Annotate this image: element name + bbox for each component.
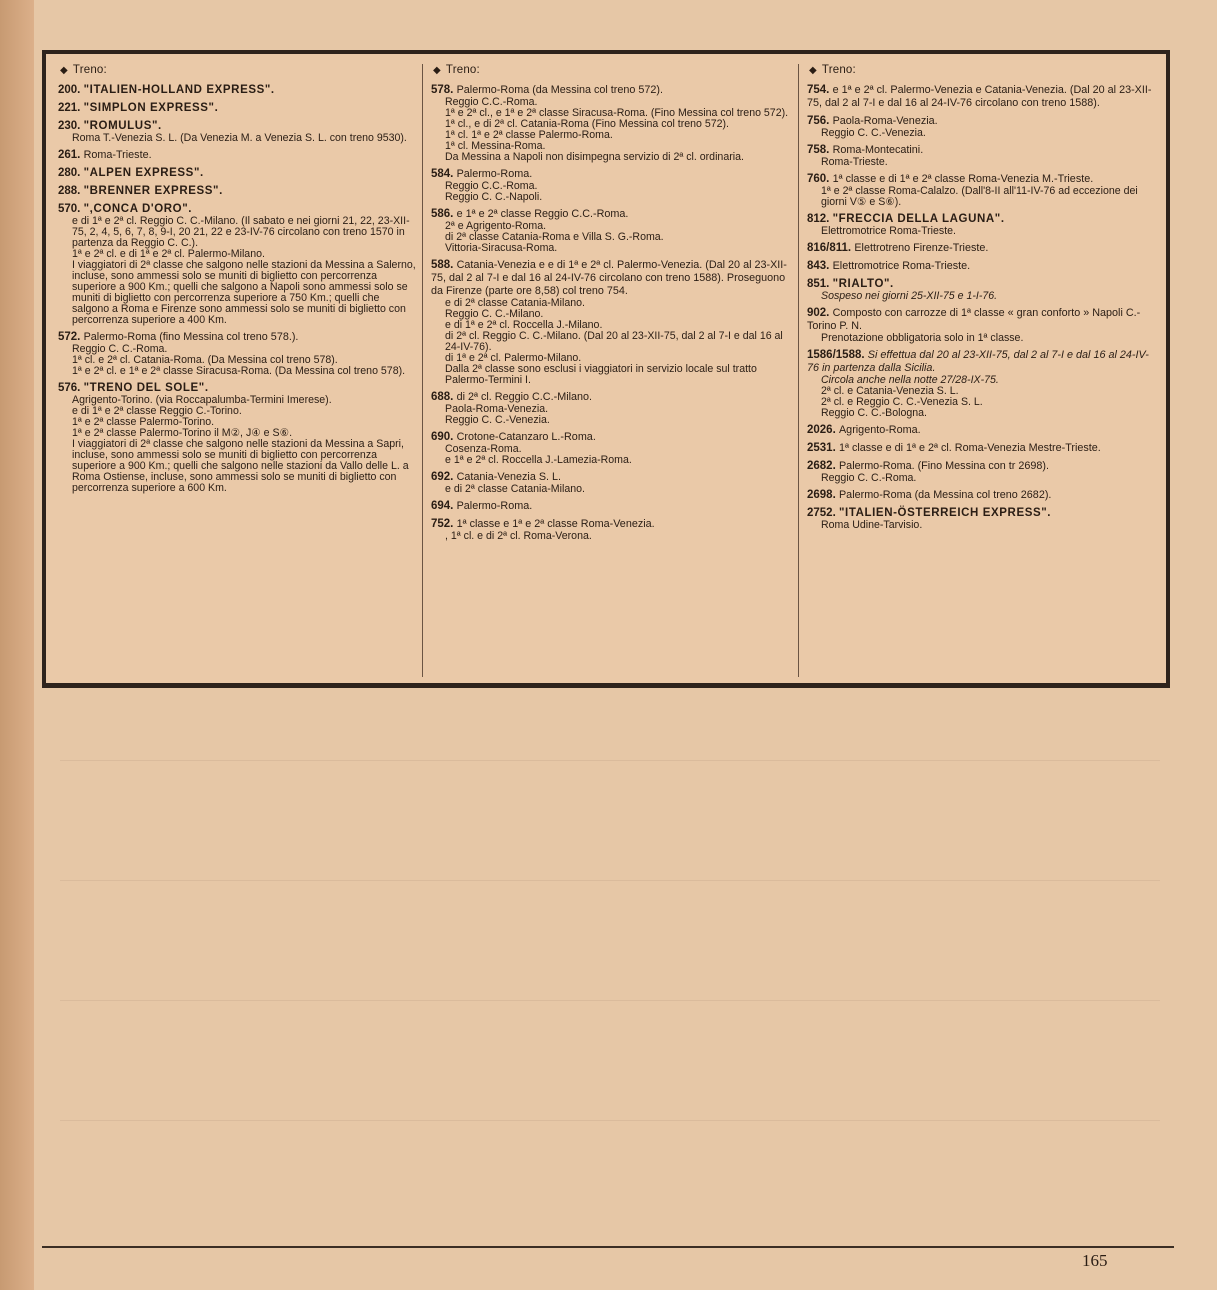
train-detail-line: 1ª e 2ª classe Palermo-Torino il M②, J④ e S⑥.: [72, 427, 293, 439]
train-entry: [807, 460, 1158, 484]
train-description: Elettrotreno Firenze-Trieste.: [854, 242, 989, 254]
train-detail-line: Reggio C. C.-Roma.: [72, 343, 168, 355]
show-through-line: [60, 1120, 1160, 1121]
train-entry-head: [58, 84, 416, 97]
train-entry: [431, 259, 792, 386]
diamond-icon: ◆: [60, 65, 68, 76]
column-header-label: Treno:: [72, 64, 107, 76]
train-number: 851.: [807, 278, 830, 290]
train-detail-line: 1ª cl. e 2ª cl. Catania-Roma. (Da Messina col treno 578).: [72, 354, 338, 366]
train-description: e 1ª e 2ª classe Reggio C.C.-Roma.: [456, 208, 629, 220]
train-detail-line: e di 1ª e 2ª cl. Roccella J.-Milano.: [445, 319, 603, 331]
train-number: 902.: [807, 307, 830, 319]
train-entry-head: [58, 149, 416, 162]
train-entry: [58, 149, 416, 162]
train-entry-head: [807, 260, 1158, 273]
train-detail-line: Roma Udine-Tarvisio.: [821, 519, 923, 531]
train-description: 1ª classe e di 1ª e 2ª cl. Roma-Venezia Mestre-Trieste.: [838, 442, 1101, 454]
train-detail-line: 1ª e 2ª classe Roma-Calalzo. (Dall'8-II all'11-IV-76 ad eccezione dei giorni V⑤ e S⑥).: [821, 185, 1138, 208]
train-entry: [807, 173, 1158, 208]
train-description: Si effettua dal 20 al 23-XII-75, dal 2 al 7-I e dal 16 al 24-IV-76 in partenza dalla Sicilia.: [807, 349, 1149, 374]
train-entry: [807, 213, 1158, 237]
train-entry: [807, 507, 1158, 531]
train-detail-line: Reggio C.C.-Roma.: [445, 96, 538, 108]
train-detail-line: 2ª cl. e Catania-Venezia S. L.: [821, 385, 959, 397]
train-number: 570.: [58, 203, 81, 215]
show-through-line: [60, 760, 1160, 761]
train-description: Agrigento-Roma.: [838, 424, 921, 436]
train-description: e 1ª e 2ª cl. Palermo-Venezia e Catania-Venezia. (Dal 20 al 23-XII-75, dal 2 al 7-I e dal 16 al 24-IV-76 circolano con treno 1588).: [807, 84, 1152, 109]
train-entry: [807, 115, 1158, 139]
train-number: 588.: [431, 259, 454, 271]
column-header: [809, 64, 1158, 76]
train-number: 584.: [431, 168, 454, 180]
column-3: [798, 64, 1164, 677]
train-entry: [807, 242, 1158, 255]
train-entry-head: [58, 185, 416, 198]
train-detail-line: Sospeso nei giorni 25-XII-75 e 1-I-76.: [821, 290, 998, 302]
train-number: 586.: [431, 208, 454, 220]
train-detail-line: e di 1ª e 2ª classe Reggio C.-Torino.: [72, 405, 242, 417]
train-detail-line: 1ª e 2ª cl. e 1ª e 2ª classe Siracusa-Roma. (Da Messina col treno 578).: [72, 365, 406, 377]
column-2: [422, 64, 798, 677]
train-entry: [58, 203, 416, 326]
train-entry: [807, 442, 1158, 455]
train-description: Palermo-Roma (fino Messina col treno 578.).: [83, 331, 299, 343]
train-number: 2531.: [807, 442, 836, 454]
train-entry: [58, 185, 416, 198]
train-entry-head: [431, 259, 792, 298]
train-detail-line: 1ª e 2ª cl., e 1ª e 2ª classe Siracusa-Roma. (Fino Messina col treno 572).: [445, 107, 789, 119]
train-number: 572.: [58, 331, 81, 343]
train-entry: [807, 84, 1158, 110]
column-header-label: Treno:: [445, 64, 480, 76]
train-entry: [807, 489, 1158, 502]
train-number: 200.: [58, 84, 81, 96]
train-notes-table: [42, 50, 1170, 688]
train-detail-line: di 2ª cl. Reggio C. C.-Milano. (Dal 20 al 23-XII-75, dal 2 al 7-I e dal 16 al 24-IV-76).: [445, 330, 783, 353]
train-description: Roma-Trieste.: [83, 149, 152, 161]
page-edge: [0, 0, 34, 1290]
train-entry: [431, 168, 792, 203]
train-number: 754.: [807, 84, 830, 96]
train-entry-head: [431, 500, 792, 513]
train-detail-line: Roma T.-Venezia S. L. (Da Venezia M. a Venezia S. L. con treno 9530).: [72, 132, 407, 144]
train-detail-line: 1ª cl. 1ª e 2ª classe Palermo-Roma.: [445, 129, 613, 141]
train-description: di 2ª cl. Reggio C.C.-Milano.: [456, 391, 593, 403]
train-number: 816/811.: [807, 242, 852, 254]
train-entry: [807, 349, 1158, 419]
train-number: 221.: [58, 102, 81, 114]
train-description: Crotone-Catanzaro L.-Roma.: [456, 431, 596, 443]
train-entry: [807, 260, 1158, 273]
train-number: 576.: [58, 382, 81, 394]
column-1: [50, 64, 422, 677]
show-through-line: [60, 1000, 1160, 1001]
train-name: "TRENO DEL SOLE".: [83, 382, 209, 394]
train-name: "ALPEN EXPRESS".: [83, 167, 204, 179]
train-description: Composto con carrozze di 1ª classe « gran conforto » Napoli C.-Torino P. N.: [807, 307, 1141, 332]
train-description: Palermo-Roma (da Messina col treno 572).: [456, 84, 664, 96]
train-number: 756.: [807, 115, 830, 127]
train-entry: [58, 102, 416, 115]
train-entry-head: [807, 242, 1158, 255]
train-number: 758.: [807, 144, 830, 156]
train-description: Catania-Venezia S. L.: [456, 471, 562, 483]
train-entry: [807, 424, 1158, 437]
train-number: 690.: [431, 431, 454, 443]
train-detail-line: Agrigento-Torino. (via Roccapalumba-Termini Imerese).: [72, 394, 332, 406]
train-number: 812.: [807, 213, 830, 225]
train-detail-line: Cosenza-Roma.: [445, 443, 522, 455]
page-number: 165: [1082, 1251, 1108, 1270]
train-description: Palermo-Roma. (Fino Messina con tr 2698).: [838, 460, 1050, 472]
train-entry: [58, 382, 416, 494]
train-detail-line: Vittoria-Siracusa-Roma.: [445, 242, 558, 254]
train-number: 692.: [431, 471, 454, 483]
train-detail-line: 2ª e Agrigento-Roma.: [445, 220, 547, 232]
train-entry: [807, 307, 1158, 344]
train-entry-head: [807, 349, 1158, 375]
train-entry-head: [807, 307, 1158, 333]
train-number: 578.: [431, 84, 454, 96]
train-entry: [807, 144, 1158, 168]
train-name: "SIMPLON EXPRESS".: [83, 102, 219, 114]
train-detail-line: Prenotazione obbligatoria solo in 1ª classe.: [821, 332, 1024, 344]
train-detail-line: e 1ª e 2ª cl. Roccella J.-Lamezia-Roma.: [445, 454, 632, 466]
train-detail-line: 1ª e 2ª classe Palermo-Torino.: [72, 416, 215, 428]
train-detail-line: Reggio C. C.-Milano.: [445, 308, 544, 320]
train-name: "ROMULUS".: [83, 120, 162, 132]
train-description: Catania-Venezia e e di 1ª e 2ª cl. Palermo-Venezia. (Dal 20 al 23-XII-75, dal 2 al 7-I e dal 16 al 24-IV-76 circolano con treno 1588). Proseguono da Firenze (parte ore 8,58) col treno 754.: [431, 259, 787, 297]
train-description: 1ª classe e 1ª e 2ª classe Roma-Venezia.: [456, 518, 655, 530]
column-header: [433, 64, 792, 76]
train-number: 694.: [431, 500, 454, 512]
train-detail-line: Circola anche nella notte 27/28-IX-75.: [821, 374, 999, 386]
train-number: 230.: [58, 120, 81, 132]
train-detail-line: Roma-Trieste.: [821, 156, 888, 168]
train-detail-line: Reggio C. C.-Napoli.: [445, 191, 543, 203]
train-detail-line: Dalla 2ª classe sono esclusi i viaggiatori in servizio locale sul tratto Palermo-Termini I.: [445, 363, 757, 386]
train-detail-line: I viaggiatori di 2ª classe che salgono nelle stazioni da Messina a Salerno, incluse, sono ammessi solo se muniti di biglietto con percorrenza superiore a 900 Km.; quelli che salgono a Napoli sono ammessi solo se muniti di biglietto con percorrenza superiore a 750 Km.; quelli che salgono a Roma e Firenze sono ammessi solo se muniti di biglietto con percorrenza superiore a 400 Km.: [72, 259, 416, 326]
train-name: "ITALIEN-ÖSTERREICH EXPRESS".: [838, 507, 1052, 519]
train-description: Palermo-Roma.: [456, 500, 533, 512]
train-number: 843.: [807, 260, 830, 272]
train-description: Palermo-Roma.: [456, 168, 533, 180]
train-name: ",CONCA D'ORO".: [83, 203, 193, 215]
train-detail-line: Paola-Roma-Venezia.: [445, 403, 549, 415]
train-detail-line: 1ª e 2ª cl. e di 1ª e 2ª cl. Palermo-Milano.: [72, 248, 265, 260]
train-name: "ITALIEN-HOLLAND EXPRESS".: [83, 84, 275, 96]
train-detail-line: Reggio C. C.-Roma.: [821, 472, 917, 484]
train-detail-line: e di 2ª classe Catania-Milano.: [445, 483, 585, 495]
train-entry-head: [58, 102, 416, 115]
train-number: 2682.: [807, 460, 836, 472]
show-through-line: [60, 880, 1160, 881]
train-detail-line: 1ª cl., e di 2ª cl. Catania-Roma (Fino Messina col treno 572).: [445, 118, 729, 130]
train-description: Palermo-Roma (da Messina col treno 2682).: [838, 489, 1052, 501]
column-header-label: Treno:: [821, 64, 856, 76]
column-header: [60, 64, 416, 76]
train-detail-line: Elettromotrice Roma-Trieste.: [821, 225, 957, 237]
train-entry: [58, 84, 416, 97]
train-number: 752.: [431, 518, 454, 530]
train-number: 288.: [58, 185, 81, 197]
train-name: "RIALTO".: [832, 278, 894, 290]
diamond-icon: ◆: [809, 65, 817, 76]
train-number: 2026.: [807, 424, 836, 436]
train-number: 261.: [58, 149, 81, 161]
train-detail-line: , 1ª cl. e di 2ª cl. Roma-Verona.: [445, 530, 592, 542]
train-number: 688.: [431, 391, 454, 403]
train-name: "FRECCIA DELLA LAGUNA".: [832, 213, 1005, 225]
train-detail-line: e di 1ª e 2ª cl. Reggio C. C.-Milano. (Il sabato e nei giorni 21, 22, 23-XII-75, 2, 4, 5, 6, 7, 8, 9-I, 20 21, 22 e 23-IV-76 circolano con treno 1570 in partenza da Reggio C. C.).: [72, 215, 410, 249]
train-number: 280.: [58, 167, 81, 179]
train-detail-line: di 2ª classe Catania-Roma e Villa S. G.-Roma.: [445, 231, 664, 243]
train-entry-head: [58, 167, 416, 180]
train-entry: [431, 518, 792, 542]
train-detail-line: e di 2ª classe Catania-Milano.: [445, 297, 585, 309]
train-entry-head: [807, 84, 1158, 110]
train-number: 2752.: [807, 507, 836, 519]
train-entry: [431, 500, 792, 513]
train-entry-head: [807, 424, 1158, 437]
train-entry: [431, 84, 792, 163]
diamond-icon: ◆: [433, 65, 441, 76]
train-entry: [58, 167, 416, 180]
train-name: "BRENNER EXPRESS".: [83, 185, 223, 197]
train-entry: [431, 471, 792, 495]
train-description: 1ª classe e di 1ª e 2ª classe Roma-Venezia M.-Trieste.: [832, 173, 1094, 185]
train-entry: [431, 391, 792, 426]
train-detail-line: Reggio C. C.-Venezia.: [445, 414, 550, 426]
train-number: 2698.: [807, 489, 836, 501]
train-detail-line: Da Messina a Napoli non disimpegna servizio di 2ª cl. ordinaria.: [445, 151, 744, 163]
train-detail-line: Reggio C.C.-Roma.: [445, 180, 538, 192]
train-detail-line: Reggio C. C.-Venezia.: [821, 127, 926, 139]
train-entry: [58, 120, 416, 144]
train-entry: [58, 331, 416, 377]
train-number: 760.: [807, 173, 830, 185]
bottom-rule: [42, 1246, 1174, 1248]
train-description: Paola-Roma-Venezia.: [832, 115, 938, 127]
train-detail-line: Reggio C. C.-Bologna.: [821, 407, 927, 419]
train-entry-head: [807, 489, 1158, 502]
train-description: Roma-Montecatini.: [832, 144, 924, 156]
train-detail-line: di 1ª e 2ª cl. Palermo-Milano.: [445, 352, 582, 364]
train-detail-line: I viaggiatori di 2ª classe che salgono nelle stazioni da Messina a Sapri, incluse, sono ammessi solo se muniti di biglietto con percorrenza superiore a 900 Km.; quelli che salgono nelle stazioni da Vallo delle L. a Roma Ostiense, incluse, sono ammessi solo se muniti di biglietto con percorrenza superiore a 600 Km.: [72, 438, 409, 494]
train-detail-line: 1ª cl. Messina-Roma.: [445, 140, 546, 152]
train-entry: [807, 278, 1158, 302]
train-number: 1586/1588.: [807, 349, 865, 361]
train-entry: [431, 431, 792, 466]
train-entry-head: [807, 442, 1158, 455]
train-detail-line: 2ª cl. e Reggio C. C.-Venezia S. L.: [821, 396, 983, 408]
train-description: Elettromotrice Roma-Trieste.: [832, 260, 971, 272]
train-entry: [431, 208, 792, 254]
